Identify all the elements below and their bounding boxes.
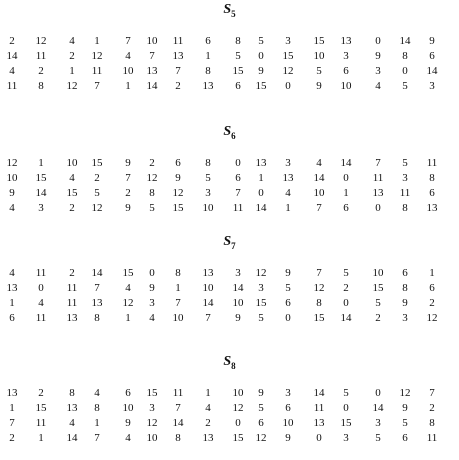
sbox-title-index: 8	[231, 360, 236, 371]
sbox-cell: 6	[9, 312, 15, 324]
sbox-cell: 8	[69, 387, 75, 399]
sbox-cell: 4	[69, 172, 75, 184]
sbox-title	[0, 2, 459, 19]
sbox-cell: 0	[343, 172, 349, 184]
sbox-cell: 12	[172, 187, 184, 199]
sbox-cell: 11	[372, 172, 384, 184]
sbox-row	[0, 186, 448, 200]
sbox-cell: 4	[9, 65, 15, 77]
sbox-cell: 10	[232, 297, 244, 309]
sbox-cell: 2	[125, 187, 131, 199]
sbox-cell: 4	[125, 432, 131, 444]
sbox-cell: 9	[285, 267, 291, 279]
sbox-cell: 7	[375, 157, 381, 169]
sbox-cell: 10	[122, 402, 134, 414]
sbox-cell: 7	[149, 50, 155, 62]
sbox-cell: 9	[175, 172, 181, 184]
sbox-cell: 7	[316, 267, 322, 279]
sbox-cell: 8	[402, 282, 408, 294]
sbox-cell: 4	[38, 297, 44, 309]
sbox-title-index: 5	[231, 8, 236, 19]
sbox-cell: 5	[235, 50, 241, 62]
sbox-cell: 15	[66, 187, 78, 199]
sbox-cell: 5	[402, 80, 408, 92]
sbox-cell: 2	[205, 417, 211, 429]
sbox-cell: 3	[343, 50, 349, 62]
sbox-cell: 2	[9, 35, 15, 47]
sbox-cell: 1	[9, 297, 15, 309]
sbox-row	[0, 79, 448, 93]
sbox-cell: 6	[429, 187, 435, 199]
sbox-cell: 5	[375, 432, 381, 444]
sbox-cell: 7	[125, 35, 131, 47]
sbox-cell: 12	[91, 50, 103, 62]
sbox-cell: 5	[343, 387, 349, 399]
sbox-cell: 14	[255, 202, 267, 214]
sbox-cell: 11	[91, 65, 103, 77]
sbox-cell: 2	[9, 432, 15, 444]
sbox-cell: 3	[149, 402, 155, 414]
sbox-cell: 0	[285, 312, 291, 324]
sbox-cell: 11	[313, 402, 325, 414]
sbox-cell: 12	[313, 282, 325, 294]
sbox-cell: 1	[125, 312, 131, 324]
sbox-cell: 7	[9, 417, 15, 429]
sbox-cell: 13	[202, 80, 214, 92]
sbox-cell: 15	[146, 387, 158, 399]
sbox-cell: 9	[258, 65, 264, 77]
sbox-cell: 15	[255, 80, 267, 92]
sbox-cell: 7	[125, 172, 131, 184]
sbox-cell: 11	[35, 417, 47, 429]
sbox-cell: 0	[375, 202, 381, 214]
sbox-cell: 3	[343, 432, 349, 444]
sbox-cell: 13	[202, 267, 214, 279]
sbox-row	[0, 266, 448, 280]
sbox-cell: 7	[94, 80, 100, 92]
sbox-cell: 0	[235, 417, 241, 429]
sbox-cell: 2	[149, 157, 155, 169]
sbox-cell: 15	[232, 65, 244, 77]
sbox-cell: 2	[94, 172, 100, 184]
sbox-cell: 5	[343, 267, 349, 279]
sbox-cell: 6	[258, 417, 264, 429]
sbox-cell: 10	[232, 387, 244, 399]
sbox-cell: 3	[402, 312, 408, 324]
sbox-cell: 11	[172, 387, 184, 399]
sbox-cell: 13	[66, 402, 78, 414]
sbox-cell: 6	[402, 432, 408, 444]
sbox-cell: 1	[258, 172, 264, 184]
sbox-cell: 14	[6, 50, 18, 62]
sbox-cell: 11	[426, 432, 438, 444]
sbox-cell: 11	[35, 50, 47, 62]
sbox-title	[0, 354, 459, 371]
sbox-cell: 3	[38, 202, 44, 214]
sbox-cell: 9	[258, 387, 264, 399]
sbox-cell: 3	[402, 172, 408, 184]
sbox-cell: 1	[94, 35, 100, 47]
sbox-cell: 6	[429, 50, 435, 62]
sbox-cell: 14	[232, 282, 244, 294]
sbox-cell: 8	[316, 297, 322, 309]
sbox-cell: 13	[146, 65, 158, 77]
sbox-cell: 8	[94, 312, 100, 324]
sbox-cell: 10	[340, 80, 352, 92]
sbox-cell: 6	[285, 402, 291, 414]
sbox-cell: 12	[146, 172, 158, 184]
sbox-row	[0, 156, 448, 170]
sbox-cell: 14	[372, 402, 384, 414]
sbox-cell: 8	[235, 35, 241, 47]
sbox-cell: 8	[402, 50, 408, 62]
sbox-cell: 11	[172, 35, 184, 47]
sbox-cell: 9	[429, 35, 435, 47]
sbox-cell: 12	[426, 312, 438, 324]
sbox-cell: 2	[69, 50, 75, 62]
sbox-cell: 4	[125, 282, 131, 294]
sbox-cell: 5	[402, 417, 408, 429]
sbox-cell: 2	[38, 387, 44, 399]
sbox-cell: 12	[232, 402, 244, 414]
sbox-title	[0, 124, 459, 141]
sbox-cell: 7	[94, 432, 100, 444]
sbox-cell: 4	[205, 402, 211, 414]
sbox-row	[0, 49, 448, 63]
sbox-cell: 6	[235, 172, 241, 184]
sbox-cell: 10	[313, 50, 325, 62]
sbox-title	[0, 234, 459, 251]
sbox-cell: 15	[313, 312, 325, 324]
sbox-cell: 11	[66, 282, 78, 294]
sbox-row	[0, 401, 448, 415]
sbox-title-index: 7	[231, 240, 236, 251]
sbox-cell: 1	[429, 267, 435, 279]
sbox-cell: 12	[6, 157, 18, 169]
sbox-cell: 7	[175, 65, 181, 77]
sbox-cell: 15	[313, 35, 325, 47]
sbox-cell: 15	[91, 157, 103, 169]
sbox-cell: 15	[372, 282, 384, 294]
sbox-cell: 14	[399, 35, 411, 47]
sbox-cell: 5	[375, 297, 381, 309]
sbox-cell: 9	[9, 187, 15, 199]
sbox-cell: 9	[235, 312, 241, 324]
sbox-cell: 10	[372, 267, 384, 279]
sbox-cell: 15	[35, 172, 47, 184]
sbox-cell: 2	[69, 202, 75, 214]
sbox-cell: 12	[255, 432, 267, 444]
sbox-cell: 5	[316, 65, 322, 77]
sbox-cell: 14	[146, 80, 158, 92]
sbox-title-letter: S	[223, 234, 232, 249]
sbox-cell: 10	[282, 417, 294, 429]
sbox-row	[0, 416, 448, 430]
sbox-row	[0, 171, 448, 185]
sbox-cell: 4	[94, 387, 100, 399]
sbox-cell: 1	[38, 432, 44, 444]
sbox-cell: 5	[258, 402, 264, 414]
sbox-cell: 14	[66, 432, 78, 444]
sbox-cell: 10	[66, 157, 78, 169]
sbox-cell: 5	[94, 187, 100, 199]
sbox-cell: 1	[94, 417, 100, 429]
sbox-cell: 8	[429, 172, 435, 184]
sbox-cell: 14	[313, 387, 325, 399]
sbox-cell: 13	[426, 202, 438, 214]
sbox-cell: 7	[205, 312, 211, 324]
sbox-cell: 13	[340, 35, 352, 47]
sbox-cell: 1	[343, 187, 349, 199]
sbox-cell: 5	[402, 157, 408, 169]
sbox-cell: 6	[343, 65, 349, 77]
sbox-cell: 12	[399, 387, 411, 399]
sbox-cell: 4	[316, 157, 322, 169]
sbox-cell: 8	[175, 267, 181, 279]
sbox-row	[0, 296, 448, 310]
sbox-cell: 9	[402, 297, 408, 309]
sbox-cell: 11	[399, 187, 411, 199]
sbox-cell: 14	[340, 157, 352, 169]
sbox-cell: 0	[316, 432, 322, 444]
sbox-cell: 12	[35, 35, 47, 47]
sbox-cell: 12	[146, 417, 158, 429]
sbox-cell: 8	[429, 417, 435, 429]
sbox-cell: 8	[205, 65, 211, 77]
sbox-cell: 0	[38, 282, 44, 294]
sbox-cell: 9	[125, 157, 131, 169]
sbox-cell: 2	[38, 65, 44, 77]
sbox-cell: 8	[205, 157, 211, 169]
sbox-cell: 4	[69, 35, 75, 47]
sbox-cell: 11	[426, 157, 438, 169]
sbox-cell: 8	[149, 187, 155, 199]
sbox-cell: 6	[429, 282, 435, 294]
sbox-title-letter: S	[223, 354, 232, 369]
sbox-cell: 15	[122, 267, 134, 279]
sbox-cell: 7	[175, 297, 181, 309]
sbox-cell: 12	[255, 267, 267, 279]
sbox-cell: 2	[69, 267, 75, 279]
sbox-cell: 13	[372, 187, 384, 199]
sbox-cell: 0	[149, 267, 155, 279]
sbox-cell: 8	[38, 80, 44, 92]
sbox-cell: 4	[69, 417, 75, 429]
sbox-cell: 7	[235, 187, 241, 199]
sbox-cell: 1	[38, 157, 44, 169]
sbox-cell: 6	[205, 35, 211, 47]
sbox-cell: 0	[343, 297, 349, 309]
sbox-cell: 3	[429, 80, 435, 92]
sbox-cell: 10	[202, 282, 214, 294]
sbox-title-index: 6	[231, 130, 236, 141]
sbox-cell: 14	[35, 187, 47, 199]
sbox-cell: 8	[94, 402, 100, 414]
sbox-row	[0, 64, 448, 78]
sbox-cell: 9	[125, 202, 131, 214]
sbox-cell: 12	[282, 65, 294, 77]
sbox-cell: 2	[429, 297, 435, 309]
sbox-cell: 10	[122, 65, 134, 77]
sbox-cell: 0	[235, 157, 241, 169]
sbox-cell: 13	[91, 297, 103, 309]
sbox-cell: 13	[66, 312, 78, 324]
sbox-cell: 10	[146, 432, 158, 444]
sbox-cell: 13	[202, 432, 214, 444]
sbox-cell: 14	[91, 267, 103, 279]
sbox-cell: 11	[35, 312, 47, 324]
sbox-cell: 6	[285, 297, 291, 309]
sbox-cell: 4	[149, 312, 155, 324]
sbox-cell: 0	[285, 80, 291, 92]
sbox-cell: 13	[313, 417, 325, 429]
sbox-cell: 13	[6, 282, 18, 294]
sbox-cell: 9	[316, 80, 322, 92]
sbox-cell: 0	[375, 35, 381, 47]
sbox-cell: 1	[205, 50, 211, 62]
sbox-title-letter: S	[223, 2, 232, 17]
sbox-cell: 10	[146, 35, 158, 47]
sbox-cell: 3	[375, 65, 381, 77]
sbox-row	[0, 431, 448, 445]
sbox-cell: 8	[402, 202, 408, 214]
sbox-cell: 5	[205, 172, 211, 184]
sbox-cell: 1	[69, 65, 75, 77]
sbox-row	[0, 386, 448, 400]
sbox-cell: 11	[66, 297, 78, 309]
sbox-row	[0, 201, 448, 215]
sbox-cell: 2	[175, 80, 181, 92]
sbox-cell: 3	[285, 35, 291, 47]
sbox-cell: 9	[375, 50, 381, 62]
sbox-cell: 15	[172, 202, 184, 214]
sbox-cell: 3	[375, 417, 381, 429]
sbox-cell: 15	[340, 417, 352, 429]
sbox-cell: 3	[149, 297, 155, 309]
sbox-cell: 0	[343, 402, 349, 414]
sbox-cell: 14	[426, 65, 438, 77]
sbox-cell: 9	[149, 282, 155, 294]
sbox-cell: 5	[285, 282, 291, 294]
sbox-cell: 8	[175, 432, 181, 444]
sbox-cell: 11	[232, 202, 244, 214]
sbox-cell: 12	[91, 202, 103, 214]
sbox-cell: 4	[285, 187, 291, 199]
sbox-cell: 1	[9, 402, 15, 414]
sbox-cell: 2	[343, 282, 349, 294]
sbox-cell: 9	[125, 417, 131, 429]
sbox-cell: 4	[125, 50, 131, 62]
sbox-cell: 13	[255, 157, 267, 169]
sbox-cell: 3	[235, 267, 241, 279]
sbox-cell: 6	[343, 202, 349, 214]
sbox-cell: 6	[402, 267, 408, 279]
sbox-cell: 10	[202, 202, 214, 214]
sbox-cell: 6	[175, 157, 181, 169]
sbox-cell: 6	[125, 387, 131, 399]
sbox-cell: 15	[232, 432, 244, 444]
sbox-cell: 5	[258, 312, 264, 324]
sbox-cell: 13	[282, 172, 294, 184]
sbox-cell: 10	[6, 172, 18, 184]
sbox-cell: 13	[6, 387, 18, 399]
sbox-cell: 15	[255, 297, 267, 309]
sbox-cell: 13	[172, 50, 184, 62]
sbox-cell: 12	[122, 297, 134, 309]
sbox-cell: 1	[285, 202, 291, 214]
sbox-cell: 0	[258, 50, 264, 62]
sbox-row	[0, 281, 448, 295]
sbox-cell: 3	[258, 282, 264, 294]
sbox-cell: 7	[175, 402, 181, 414]
sbox-cell: 3	[205, 187, 211, 199]
sbox-cell: 11	[35, 267, 47, 279]
sbox-cell: 15	[35, 402, 47, 414]
sbox-cell: 5	[149, 202, 155, 214]
sbox-cell: 0	[402, 65, 408, 77]
sbox-cell: 9	[285, 432, 291, 444]
sbox-cell: 15	[282, 50, 294, 62]
sbox-cell: 4	[9, 202, 15, 214]
sbox-cell: 4	[9, 267, 15, 279]
sbox-cell: 9	[402, 402, 408, 414]
sbox-cell: 3	[285, 387, 291, 399]
sbox-cell: 0	[375, 387, 381, 399]
sbox-cell: 1	[175, 282, 181, 294]
sbox-row	[0, 311, 448, 325]
sbox-cell: 14	[202, 297, 214, 309]
sbox-cell: 7	[429, 387, 435, 399]
sbox-cell: 1	[125, 80, 131, 92]
sbox-cell: 4	[375, 80, 381, 92]
sbox-cell: 3	[285, 157, 291, 169]
sbox-row	[0, 34, 448, 48]
sbox-cell: 7	[316, 202, 322, 214]
sbox-cell: 14	[313, 172, 325, 184]
sbox-cell: 14	[340, 312, 352, 324]
sbox-cell: 12	[66, 80, 78, 92]
sbox-cell: 10	[313, 187, 325, 199]
sbox-cell: 7	[94, 282, 100, 294]
sbox-cell: 6	[235, 80, 241, 92]
sbox-cell: 11	[6, 80, 18, 92]
sbox-cell: 10	[172, 312, 184, 324]
sbox-cell: 2	[375, 312, 381, 324]
sbox-cell: 0	[258, 187, 264, 199]
sbox-title-letter: S	[223, 124, 232, 139]
sbox-cell: 5	[258, 35, 264, 47]
sbox-cell: 14	[172, 417, 184, 429]
sbox-cell: 1	[205, 387, 211, 399]
sbox-cell: 2	[429, 402, 435, 414]
